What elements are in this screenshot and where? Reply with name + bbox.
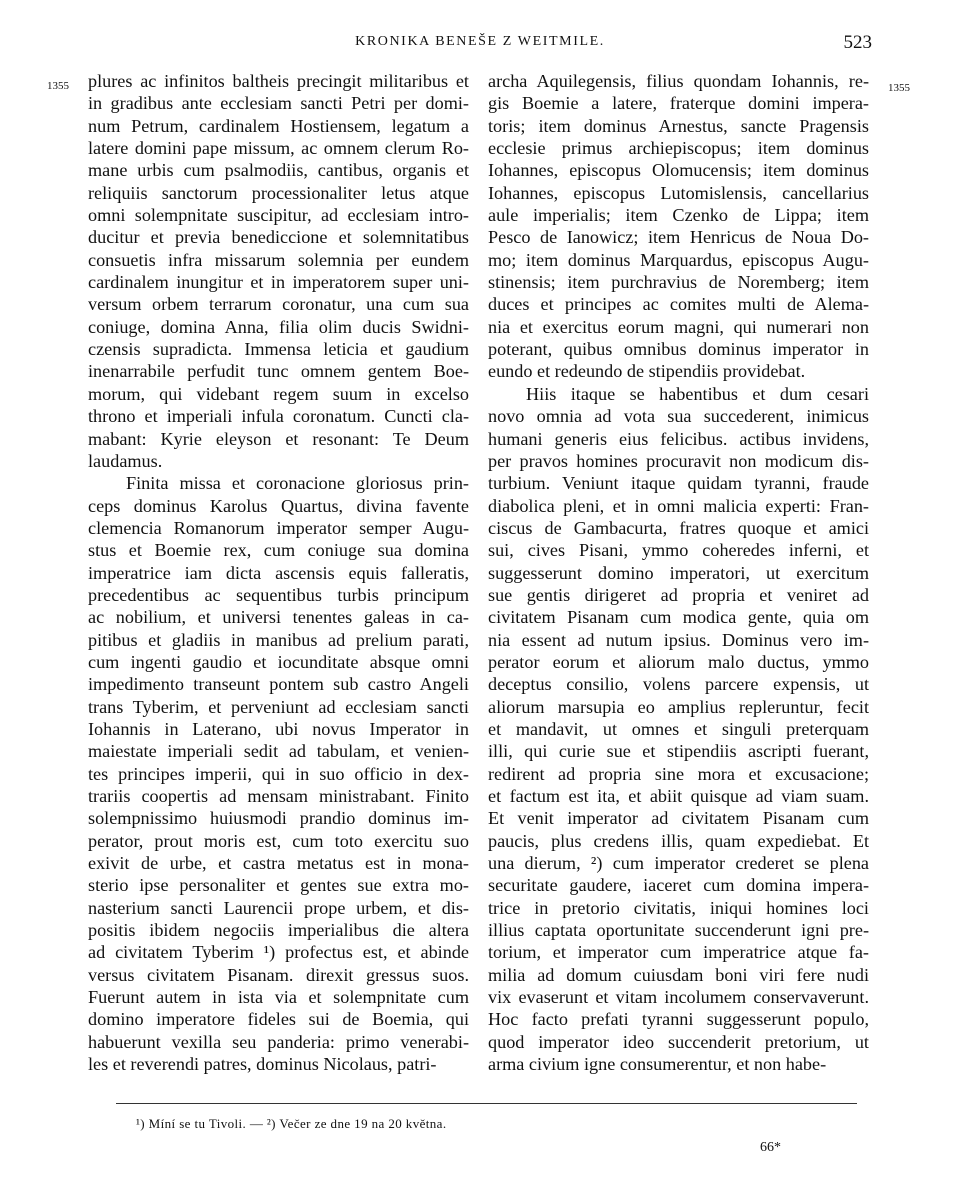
- text-line: reliquiis sanctorum processionaliter letus atque: [88, 182, 469, 203]
- text-line: torium, et imperator cum imperatrice atque fa-: [488, 942, 869, 963]
- text-line: tes principes imperii, qui in suo officio in dex-: [88, 763, 469, 784]
- text-line: stinensis; item purchravius de Noremberg; item: [488, 272, 869, 293]
- text-line: una dierum, ²) cum imperator crederet se plena: [488, 853, 869, 874]
- text-line: throno et imperiali infula coronatum. Cuncti cla-: [88, 406, 469, 427]
- text-line: plures ac infinitos baltheis precingit militaribus et: [88, 71, 469, 91]
- text-line: perator eorum et aliorum malo ductus, ymmo: [488, 651, 869, 672]
- text-line: cardinalem inungitur et in imperatorem super uni-: [88, 272, 469, 293]
- text-line: nasterium sancti Laurencii prope urbem, et dis-: [88, 897, 469, 918]
- left-column: [88, 70, 469, 1075]
- text-line: Pesco de Ianowicz; item Henricus de Noua Do-: [488, 227, 869, 248]
- text-line: archa Aquilegensis, filius quondam Iohannis, re-: [488, 71, 869, 91]
- text-line: ceps dominus Karolus Quartus, divina favente: [88, 495, 469, 516]
- text-line: domino imperatore fideles sui de Boemia, qui: [88, 1009, 469, 1030]
- text-line: czensis supradicta. Immensa leticia et gaudium: [88, 339, 469, 360]
- text-line: paucis, plus credens illis, quam expediebat. Et: [488, 830, 869, 851]
- footnote-rule: [116, 1103, 857, 1104]
- text-line: milia ad domum cuiusdam boni viri fere nudi: [488, 964, 869, 985]
- text-line: imperatrice iam dicta ascensis equis falleratis,: [88, 562, 469, 583]
- footnote: ¹) Míní se tu Tivoli. — ²) Večer ze dne 19 na 20 května.: [136, 1116, 447, 1131]
- text-line: laudamus.: [88, 450, 163, 471]
- text-line: sue gentis dirigeret ad propria et veniret ad: [488, 584, 869, 605]
- text-line: clemencia Romanorum imperator semper Augu-: [88, 517, 469, 538]
- text-line: humani generis eius felicibus. actibus invidens,: [488, 428, 869, 449]
- text-line: les et reverendi patres, dominus Nicolaus, patri-: [88, 1054, 437, 1075]
- text-line: versum orbem terrarum coronatur, una cum sua: [88, 294, 469, 315]
- text-line: precedentibus ac sequentibus turbis principum: [88, 584, 469, 605]
- running-title: KRONIKA BENEŠE Z WEITMILE.: [355, 34, 605, 49]
- text-line: arma civium igne consumerentur, et non habe-: [488, 1054, 827, 1075]
- text-line: Hiis itaque se habentibus et dum cesari: [526, 383, 869, 404]
- text-line: civitatem Pisanam cum modica gente, quia om: [488, 607, 869, 628]
- text-line: aule imperialis; item Czenko de Lippa; item: [488, 205, 869, 226]
- text-line: suggesserunt domino imperatori, ut exercitum: [488, 562, 869, 583]
- text-line: poterant, quibus omnibus dominus imperator in: [488, 339, 869, 360]
- text-line: duces et principes ac comites multi de Alema-: [488, 294, 869, 315]
- text-line: consuetis infra missarum solemnia per eundem: [88, 249, 469, 270]
- text-line: aliorum marsupia eo amplius repleruntur, fecit: [488, 696, 869, 717]
- text-line: redirent ad propria sine mora et excusacione;: [488, 763, 869, 784]
- text-line: exivit de urbe, et castra metatus est in mona-: [88, 853, 469, 874]
- text-line: num Petrum, cardinalem Hostiensem, legatum a: [88, 115, 469, 136]
- text-line: illi, qui curie sue et stipendiis ascripti fuerant,: [488, 741, 869, 762]
- text-line: Fuerunt autem in ista via et solempnitate cum: [88, 987, 469, 1008]
- text-line: mabant: Kyrie eleyson et resonant: Te Deum: [88, 428, 469, 449]
- text-line: solempnissimo huiusmodi prandio dominus im-: [88, 808, 469, 829]
- text-line: nia essent ad nutum ipsius. Dominus vero im-: [488, 629, 869, 650]
- text-line: in gradibus ante ecclesiam sancti Petri per domi-: [88, 93, 469, 114]
- text-line: ad civitatem Tyberim ¹) profectus est, et abinde: [88, 942, 469, 963]
- text-line: Iohannes, episcopus Olomucensis; item dominus: [488, 160, 869, 181]
- text-line: toris; item dominus Arnestus, sancte Pragensis: [488, 115, 869, 136]
- text-line: versus civitatem Pisanam. direxit gressus suos.: [88, 964, 469, 985]
- text-line: Iohannes, episcopus Lutomislensis, cancellarius: [488, 182, 869, 203]
- text-line: ecclesie primus archiepiscopus; item dominus: [488, 138, 869, 159]
- text-line: Et venit imperator ad civitatem Pisanam cum: [488, 808, 869, 829]
- text-line: pitibus et gladiis in manibus ad prelium parati,: [88, 629, 469, 650]
- right-column: [488, 70, 869, 1075]
- text-line: maiestate imperiali sedit ad tabulam, et venien-: [88, 741, 469, 762]
- text-line: stus et Boemie rex, cum coniuge sua domina: [88, 540, 469, 561]
- text-line: sterio ipse personaliter et gentes sue extra mo-: [88, 875, 469, 896]
- signature-mark: 66*: [760, 1140, 781, 1155]
- page-number: 523: [843, 32, 872, 53]
- text-line: et mandavit, ut omnes et singuli preterquam: [488, 718, 869, 739]
- text-line: positis ibidem negociis imperialibus die altera: [88, 920, 469, 941]
- margin-year-right: 1355: [888, 82, 910, 94]
- text-line: latere domini pape missum, ac omnem clerum Ro-: [88, 138, 469, 159]
- text-line: novo omnia ad vota sua succederent, inimicus: [488, 406, 869, 427]
- text-line: vix evaserunt et vitam incolumem conservaverunt.: [488, 987, 869, 1008]
- text-line: illius captata oportunitate succenderunt igni pre-: [488, 920, 869, 941]
- text-line: quod imperator ideo succenderit pretorium, ut: [488, 1031, 869, 1052]
- text-line: ducitur et previa benediccione et solemnitatibus: [88, 227, 469, 248]
- text-line: omni solempnitate suscipitur, ad ecclesiam intro-: [88, 205, 469, 226]
- text-line: inenarrabile perfudit tunc omnem gentem Boe-: [88, 361, 469, 382]
- text-line: nia et exercitus eorum magni, qui numerari non: [488, 316, 869, 337]
- text-line: mo; item dominus Marquardus, episcopus Augu-: [488, 249, 869, 270]
- text-line: diabolica pleni, et in omni malicia experti: Fran-: [488, 495, 869, 516]
- text-line: turbium. Veniunt itaque quidam tyranni, fraude: [488, 473, 869, 494]
- text-line: ac nobilium, et universi tenentes galeas in ca-: [88, 607, 469, 628]
- text-line: et factum est ita, et abiit quisque ad viam suam.: [488, 786, 869, 806]
- text-line: eundo et redeundo de stipendiis providebat.: [488, 361, 806, 382]
- text-line: deceptus consilio, volens parcere expensis, ut: [488, 674, 869, 695]
- text-line: impedimento transeunt pontem sub castro Angeli: [88, 674, 469, 695]
- text-line: trice in pretorio civitatis, iniqui homines loci: [488, 897, 869, 918]
- text-line: morum, qui videbant regem suum in excelso: [88, 383, 469, 404]
- text-line: perator, prout moris est, cum toto exercitu suo: [88, 830, 469, 851]
- text-line: coniuge, domina Anna, filia olim ducis Swidni-: [88, 316, 469, 337]
- text-line: sui, cives Pisani, ymmo coheredes inferni, et: [488, 540, 869, 561]
- text-line: Iohannis in Laterano, ubi novus Imperator in: [88, 718, 469, 739]
- text-line: gis Boemie a latere, fraterque domini impera-: [488, 93, 869, 114]
- text-line: Finita missa et coronacione gloriosus prin-: [126, 473, 469, 494]
- text-line: trariis coopertis ad mensam ministrabant. Finito: [88, 786, 469, 806]
- text-line: per pravos homines procuravit non modicum dis-: [488, 450, 869, 471]
- text-line: securitate gaudere, iaceret cum domina impera-: [488, 875, 869, 896]
- text-line: mane urbis cum psalmodiis, cantibus, organis et: [88, 160, 469, 181]
- text-line: habuerunt vexilla seu panderia: primo venerabi-: [88, 1031, 469, 1052]
- text-line: cum ingenti gaudio et iocunditate absque omni: [88, 651, 469, 672]
- text-line: trans Tyberim, et perveniunt ad ecclesiam sancti: [88, 696, 469, 717]
- text-line: Hoc facto prefati tyranni suggesserunt populo,: [488, 1009, 869, 1030]
- text-line: ciscus de Gambacurta, fratres quoque et amici: [488, 517, 869, 538]
- margin-year-left: 1355: [47, 80, 69, 92]
